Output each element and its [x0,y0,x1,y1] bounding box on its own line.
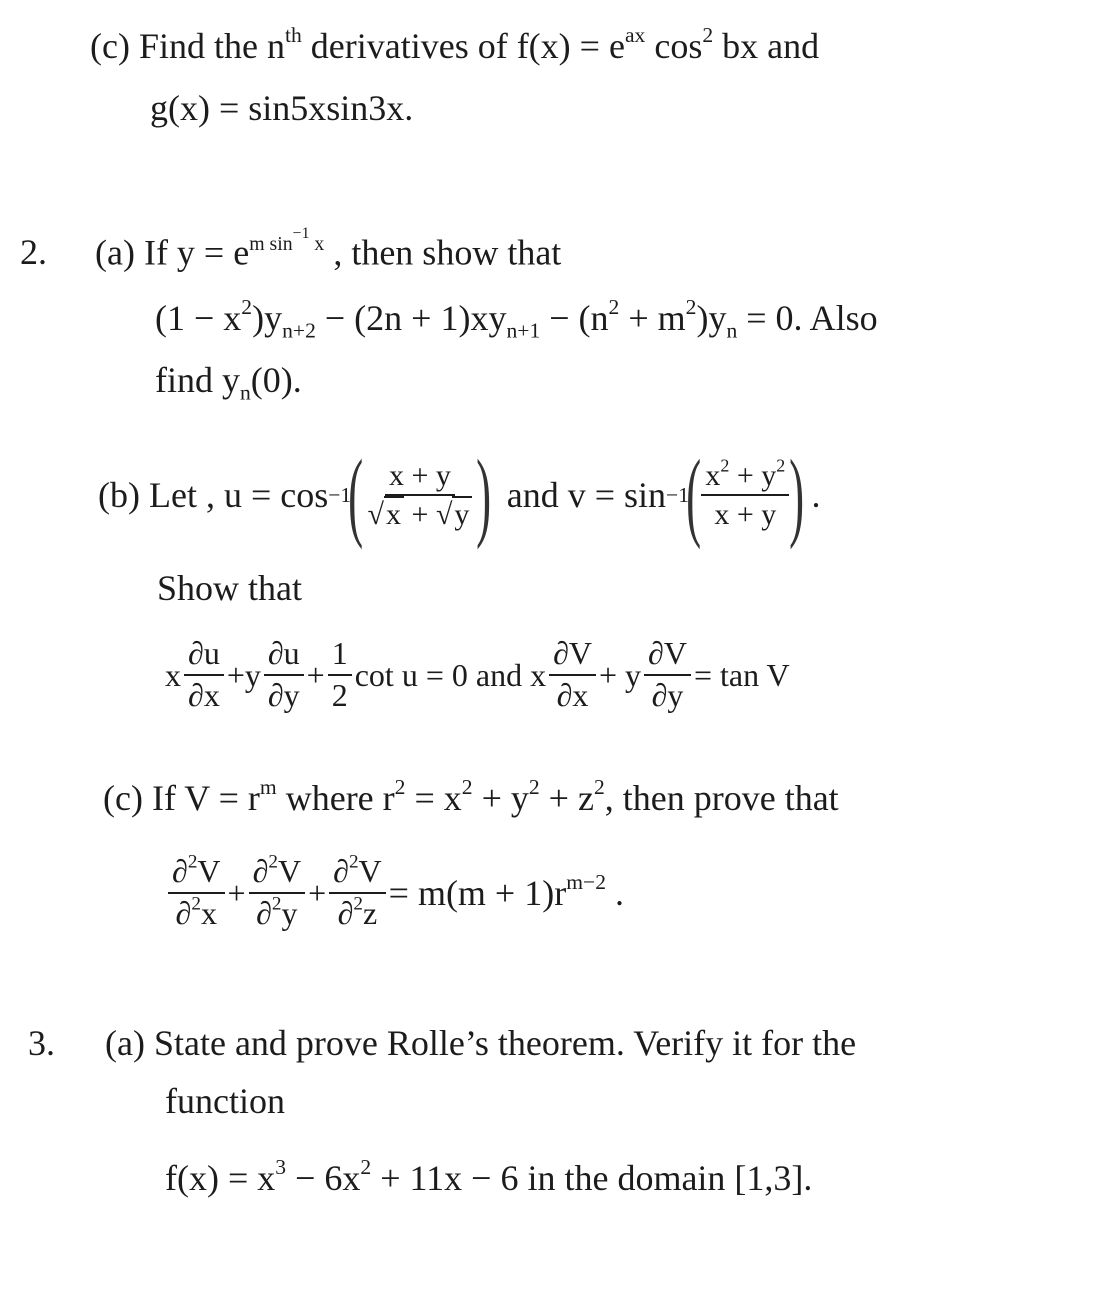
frac-du-dy: $\frac{\partial u}{\partial y}$ [264,637,304,712]
q3a-line1: (a) State and prove Rolle’s theorem. Verify it for the [105,1023,857,1063]
frac-du-dx: $\frac{\partial u}{\partial x}$ [184,637,224,712]
q2c-equation: $\frac{\partial^2V}{\partial^2x}$ + $\frac{\partial^2V}{\partial^2y}$ + $\frac{\partial^2V}{\partial^2z}$ = $m(m + 1)r^{m-2}$ . [165,840,624,945]
fraction-v: $\frac{x^2 + y^2}{x + y}$ [701,460,789,531]
q2b-show-that: Show that [157,568,303,608]
q3a-function: $f(x) = x^3 - 6x^2 + 11x - 6$ in the domain [1,3]. [165,1154,813,1198]
frac-dV-dx: $\frac{\partial V}{\partial x}$ [549,637,596,712]
q2a-find: find $y_n(0)$. [155,360,302,405]
q1c-line2: g(x) = sin5xsin3x. [150,88,414,128]
sqrt-x: √x [368,499,404,531]
q2a-line1: (a) If $y = e^{m sin^{-1} x}$ , then show that [95,225,562,273]
sqrt-y: √y [436,499,472,531]
left-paren-u: ( [348,439,364,550]
frac-d2V-dz2: $\frac{\partial^2V}{\partial^2z}$ [329,855,386,930]
frac-d2V-dx2: $\frac{\partial^2V}{\partial^2x}$ [168,855,225,930]
q2b-definitions: (b) Let , u = cos −1 ( $\frac{x + y}{√x + √y}$ ) and v = sin −1 ( $\frac{x^2 + y^2}{x + y}$ ) . [98,439,821,550]
frac-d2V-dy2: $\frac{\partial^2V}{\partial^2y}$ [249,855,306,930]
q2c-line1: (c) If $V = r^m$ where $r^2 = x^2 + y^2 + z^2$, then prove that [103,774,839,818]
q2b-equation: x $\frac{\partial u}{\partial x}$ +y $\frac{\partial u}{\partial y}$ + $\frac{1}{2}$ cot u = 0 and x $\frac{\partial V}{\partial x}$ + y $\frac{\partial V}{\partial y}$ = tan V [165,635,790,713]
right-paren-u: ) [476,439,492,550]
q3a-line2: function [165,1081,285,1121]
q1c-line1: (c) Find the $n^{th}$ derivatives of $f(x) = e^{ax}$ $\cos^2$ bx and [90,22,820,66]
question-number-3: 3. [28,1023,55,1063]
right-paren-v: ) [789,439,805,550]
q2a-equation: $(1 - x^2)y_{n+2} - (2n + 1)xy_{n+1} - (n^2 + m^2)y_n = 0$. Also [155,294,878,343]
fraction-u: $\frac{x + y}{√x + √y}$ [364,460,477,531]
question-number-2: 2. [20,232,47,272]
frac-one-half: $\frac{1}{2}$ [328,637,352,712]
left-paren-v: ( [686,439,702,550]
frac-dV-dy: $\frac{\partial V}{\partial y}$ [644,637,691,712]
